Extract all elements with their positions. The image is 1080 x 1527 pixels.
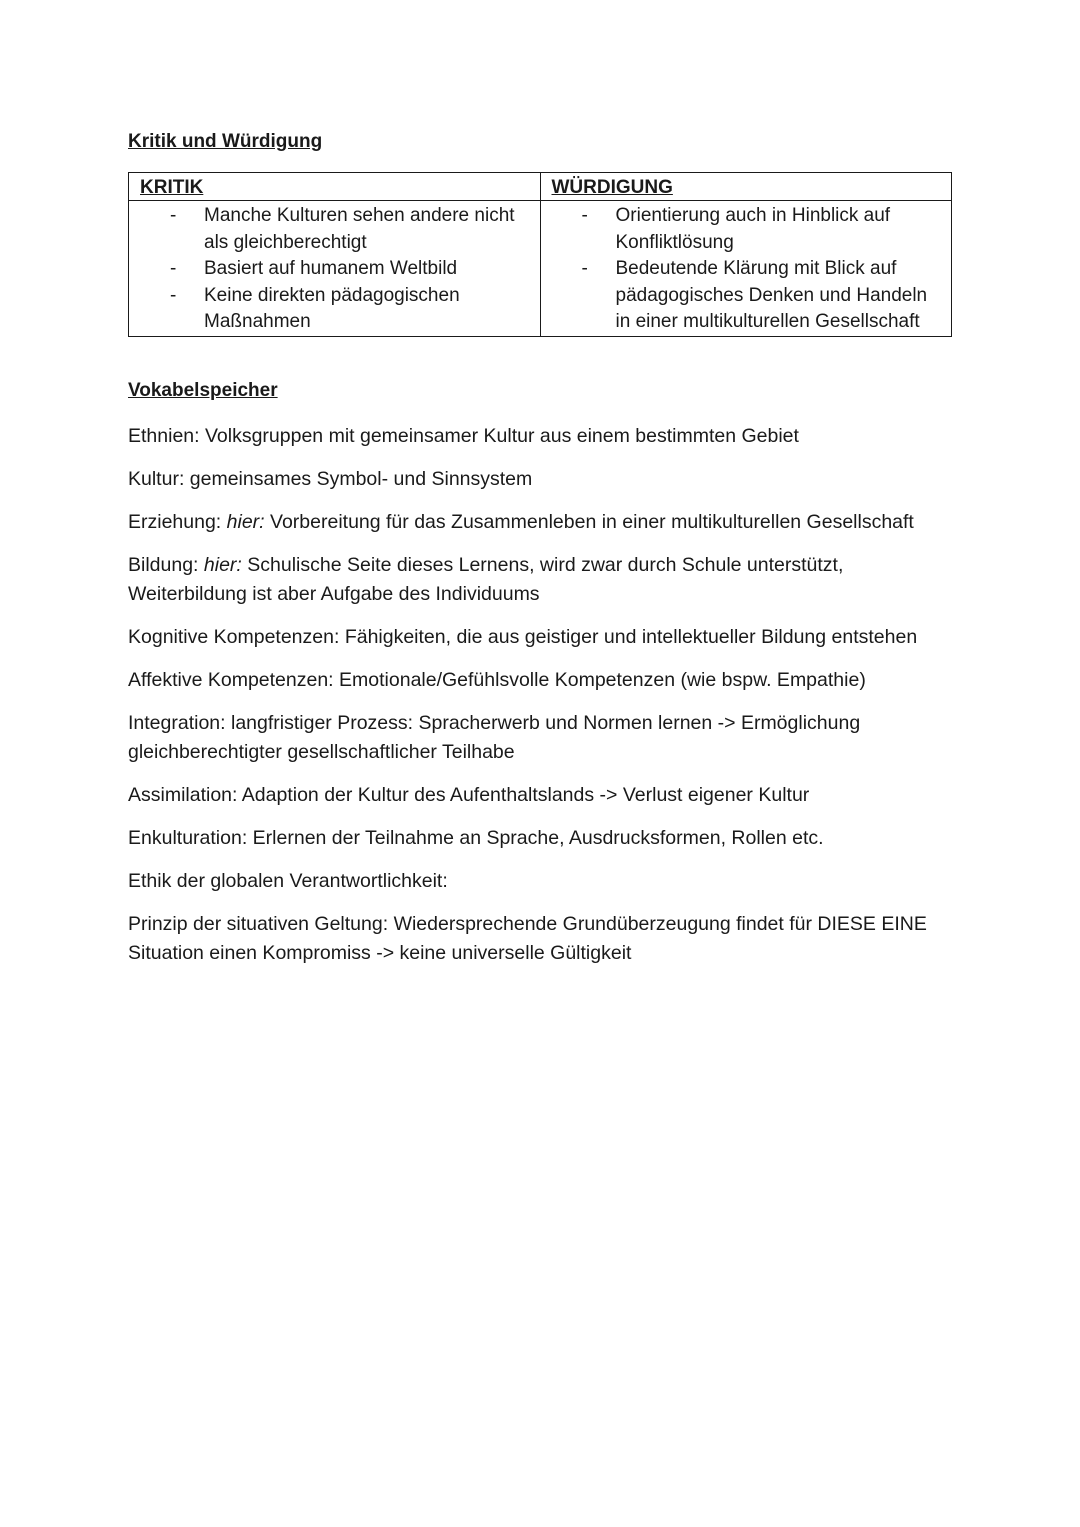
section-title-kritik-wuerdigung: Kritik und Würdigung: [128, 131, 323, 152]
vocab-term: Assimilation:: [128, 784, 238, 806]
vocab-entry-kultur: [128, 465, 958, 494]
vocab-term: Erziehung:: [128, 511, 222, 533]
kritik-wuerdigung-table: [128, 172, 952, 337]
vocab-entry-ethnien: [128, 422, 958, 451]
wuerdigung-list: [541, 203, 944, 336]
vocab-definition: Wiedersprechende Grundüberzeugung findet für DIESE EINE Situation einen Kompromiss -> keine universelle Gültigkeit: [128, 913, 927, 964]
vocab-entry-erziehung: [128, 508, 958, 537]
vocab-entry-affektive-kompetenzen: [128, 666, 958, 695]
vocab-definition: Schulische Seite dieses Lernens, wird zwar durch Schule unterstützt, Weiterbildung ist aber Aufgabe des Individuums: [128, 554, 844, 605]
vocab-entry-kognitive-kompetenzen: [128, 623, 958, 652]
table-header-kritik: KRITIK: [129, 173, 541, 201]
vocab-entry-assimilation: [128, 781, 958, 810]
vocab-term: Kognitive Kompetenzen:: [128, 626, 340, 648]
vocab-definition: langfristiger Prozess: Spracherwerb und Normen lernen -> Ermöglichung gleichberechtigter gesellschaftlicher Teilhabe: [128, 712, 861, 763]
vocab-term: Ethnien:: [128, 425, 200, 447]
vocab-entry-ethik: [128, 867, 958, 896]
vocab-definition: Erlernen der Teilnahme an Sprache, Ausdrucksformen, Rollen etc.: [252, 827, 824, 849]
vocab-entry-bildung: [128, 551, 958, 609]
list-item: - Orientierung auch in Hinblick auf Konfliktlösung: [541, 203, 944, 256]
vocab-term: Integration:: [128, 712, 226, 734]
vocab-term: Prinzip der situativen Geltung:: [128, 913, 389, 935]
table-header-wuerdigung: WÜRDIGUNG: [540, 173, 952, 201]
vocab-term: Bildung:: [128, 554, 199, 576]
vocab-definition: gemeinsames Symbol- und Sinnsystem: [189, 468, 533, 490]
list-item: - Basiert auf humanem Weltbild: [129, 256, 532, 283]
vocab-term: Ethik der globalen Verantwortlichkeit:: [128, 870, 448, 892]
vocab-entry-enkulturation: [128, 824, 958, 853]
vocab-term: Enkulturation:: [128, 827, 248, 849]
vocab-definition: Vorbereitung für das Zusammenleben in einer multikulturellen Gesellschaft: [270, 511, 914, 533]
vocab-definition: Fähigkeiten, die aus geistiger und intellektueller Bildung entstehen: [344, 626, 918, 648]
vocabulary-list: [128, 422, 958, 982]
vocab-hint: hier:: [226, 511, 265, 533]
vocab-term: Affektive Kompetenzen:: [128, 669, 334, 691]
vocab-entry-integration: [128, 709, 958, 767]
vocab-definition: Emotionale/Gefühlsvolle Kompetenzen (wie bspw. Empathie): [339, 669, 866, 691]
list-item: - Keine direkten pädagogischen Maßnahmen: [129, 283, 532, 336]
vocab-hint: hier:: [203, 554, 242, 576]
kritik-cell: [129, 201, 541, 337]
list-item: - Bedeutende Klärung mit Blick auf pädagogisches Denken und Handeln in einer multikulturellen Gesellschaft: [541, 256, 944, 336]
section-title-vokabelspeicher: Vokabelspeicher: [128, 380, 278, 401]
vocab-definition: Volksgruppen mit gemeinsamer Kultur aus einem bestimmten Gebiet: [204, 425, 799, 447]
kritik-list: [129, 203, 532, 336]
list-item: - Manche Kulturen sehen andere nicht als gleichberechtigt: [129, 203, 532, 256]
vocab-entry-prinzip: [128, 910, 958, 968]
vocab-definition: Adaption der Kultur des Aufenthaltslands -> Verlust eigener Kultur: [241, 784, 810, 806]
vocab-term: Kultur:: [128, 468, 185, 490]
wuerdigung-cell: [540, 201, 952, 337]
